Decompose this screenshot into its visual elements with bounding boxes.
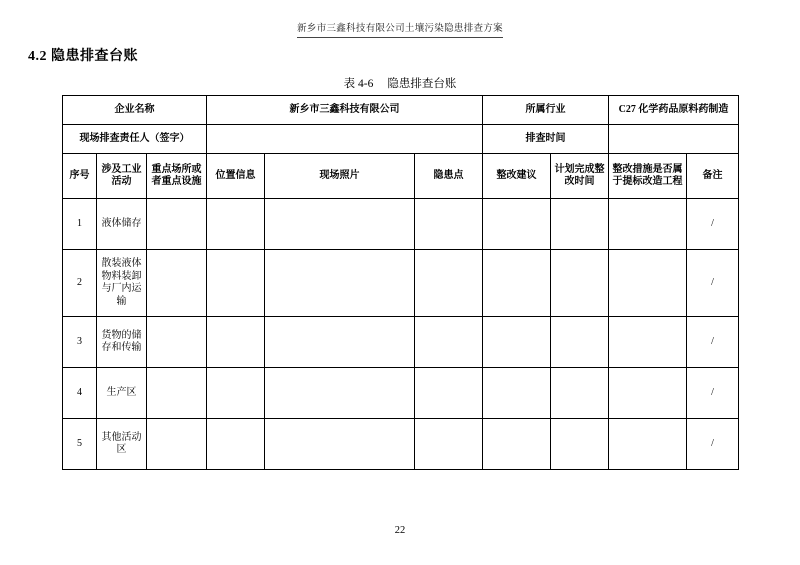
cell-remark: / [687, 368, 739, 419]
cell-facility[interactable] [147, 250, 207, 317]
hazard-inspection-ledger-table [62, 95, 739, 470]
table-row-company [63, 96, 739, 125]
cell-is-upgrade[interactable] [609, 368, 687, 419]
cell-activity: 散装液体物料装卸与厂内运输 [97, 250, 147, 317]
cell-hazard[interactable] [415, 199, 483, 250]
table-row [63, 368, 739, 419]
section-heading: 4.2 隐患排查台账 [28, 49, 138, 64]
cell-remark: / [687, 419, 739, 470]
cell-facility[interactable] [147, 317, 207, 368]
cell-location[interactable] [207, 250, 265, 317]
cell-advice[interactable] [483, 419, 551, 470]
cell-remark: / [687, 317, 739, 368]
cell-no: 5 [63, 419, 97, 470]
cell-advice[interactable] [483, 199, 551, 250]
cell-activity: 货物的储存和传输 [97, 317, 147, 368]
cell-location[interactable] [207, 419, 265, 470]
col-header-activity: 涉及工业活动 [97, 154, 147, 199]
cell-company-name-value: 新乡市三鑫科技有限公司 [207, 96, 483, 125]
col-header-no: 序号 [63, 154, 97, 199]
cell-plan-time[interactable] [551, 317, 609, 368]
cell-photo[interactable] [265, 199, 415, 250]
cell-photo[interactable] [265, 419, 415, 470]
cell-activity: 液体储存 [97, 199, 147, 250]
col-header-plan-time: 计划完成整改时间 [551, 154, 609, 199]
cell-plan-time[interactable] [551, 250, 609, 317]
table-row [63, 250, 739, 317]
cell-advice[interactable] [483, 250, 551, 317]
col-header-hazard: 隐患点 [415, 154, 483, 199]
col-header-is-upgrade: 整改措施是否属于提标改造工程 [609, 154, 687, 199]
cell-is-upgrade[interactable] [609, 317, 687, 368]
col-header-location: 位置信息 [207, 154, 265, 199]
cell-inspector-label: 现场排查责任人（签字） [63, 125, 207, 154]
cell-hazard[interactable] [415, 368, 483, 419]
cell-facility[interactable] [147, 368, 207, 419]
cell-plan-time[interactable] [551, 199, 609, 250]
cell-photo[interactable] [265, 317, 415, 368]
page-number: 22 [394, 525, 406, 536]
cell-inspector-value[interactable] [207, 125, 483, 154]
cell-activity: 生产区 [97, 368, 147, 419]
cell-remark: / [687, 250, 739, 317]
cell-is-upgrade[interactable] [609, 199, 687, 250]
col-header-facility: 重点场所或者重点设施 [147, 154, 207, 199]
cell-industry-label: 所属行业 [483, 96, 609, 125]
cell-hazard[interactable] [415, 419, 483, 470]
running-head: 新乡市三鑫科技有限公司土壤污染隐患排查方案 [297, 20, 503, 38]
cell-hazard[interactable] [415, 250, 483, 317]
cell-photo[interactable] [265, 250, 415, 317]
cell-advice[interactable] [483, 317, 551, 368]
cell-location[interactable] [207, 199, 265, 250]
table-row [63, 199, 739, 250]
cell-is-upgrade[interactable] [609, 419, 687, 470]
cell-no: 4 [63, 368, 97, 419]
table-row-inspector [63, 125, 739, 154]
cell-inspect-time-value[interactable] [609, 125, 739, 154]
cell-plan-time[interactable] [551, 419, 609, 470]
table-caption-label: 表 4-6 [343, 78, 374, 90]
cell-inspect-time-label: 排查时间 [483, 125, 609, 154]
cell-remark: / [687, 199, 739, 250]
cell-no: 1 [63, 199, 97, 250]
table-row [63, 317, 739, 368]
table-header-row [63, 154, 739, 199]
cell-plan-time[interactable] [551, 368, 609, 419]
cell-facility[interactable] [147, 419, 207, 470]
cell-no: 2 [63, 250, 97, 317]
col-header-advice: 整改建议 [483, 154, 551, 199]
cell-photo[interactable] [265, 368, 415, 419]
cell-hazard[interactable] [415, 317, 483, 368]
col-header-photo: 现场照片 [265, 154, 415, 199]
table-caption-text: 隐患排查台账 [387, 78, 457, 90]
table-caption [0, 75, 800, 91]
cell-no: 3 [63, 317, 97, 368]
table-row [63, 419, 739, 470]
cell-location[interactable] [207, 368, 265, 419]
cell-advice[interactable] [483, 368, 551, 419]
col-header-remark: 备注 [687, 154, 739, 199]
cell-industry-value: C27 化学药品原料药制造 [609, 96, 739, 125]
cell-activity: 其他活动区 [97, 419, 147, 470]
cell-company-name-label: 企业名称 [63, 96, 207, 125]
cell-facility[interactable] [147, 199, 207, 250]
cell-is-upgrade[interactable] [609, 250, 687, 317]
cell-location[interactable] [207, 317, 265, 368]
page-header [0, 18, 800, 38]
